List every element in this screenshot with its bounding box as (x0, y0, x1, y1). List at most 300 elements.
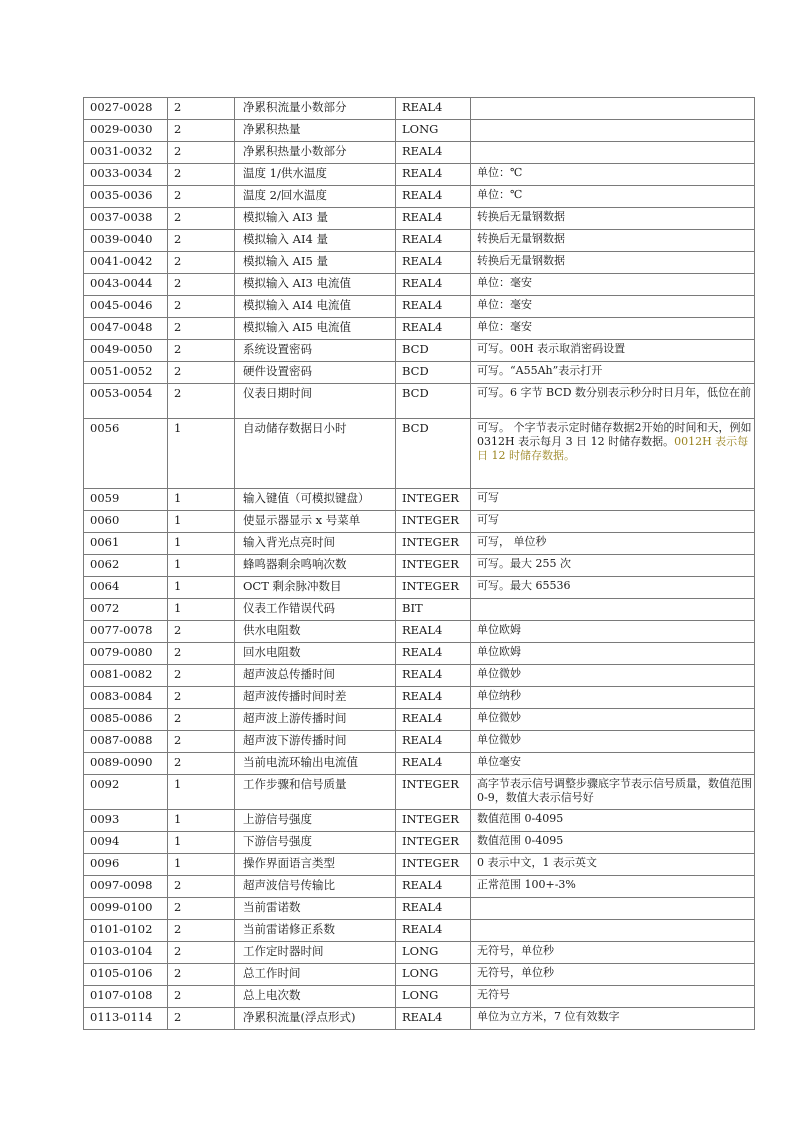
cell-data-type (396, 775, 471, 810)
cell-description (471, 577, 755, 599)
cell-description (471, 621, 755, 643)
table-row (84, 942, 755, 964)
cell-address-text: 0087-0088 (90, 733, 153, 747)
cell-register-count (168, 142, 235, 164)
cell-data-type (396, 362, 471, 384)
cell-address-text: 0047-0048 (90, 320, 153, 334)
cell-data-type (396, 942, 471, 964)
cell-address (84, 942, 168, 964)
cell-data-type (396, 832, 471, 854)
cell-address-text: 0059 (90, 491, 120, 505)
cell-variable-name (235, 577, 396, 599)
cell-variable-name (235, 274, 396, 296)
cell-register-count (168, 898, 235, 920)
cell-address-text: 0037-0038 (90, 210, 153, 224)
cell-register-count (168, 1008, 235, 1030)
table-row (84, 753, 755, 775)
cell-data-type-text: REAL4 (402, 623, 443, 637)
cell-register-count (168, 384, 235, 419)
cell-address-text: 0072 (90, 601, 120, 615)
cell-description-text: 无符号，单位秒 (477, 966, 554, 979)
table-row (84, 274, 755, 296)
cell-register-count-text: 2 (174, 144, 182, 158)
cell-address (84, 362, 168, 384)
cell-variable-name (235, 898, 396, 920)
cell-variable-name-text: 自动储存数据日小时 (243, 421, 347, 435)
cell-data-type-text: BIT (402, 601, 423, 615)
cell-address (84, 489, 168, 511)
cell-address-text: 0060 (90, 513, 120, 527)
cell-data-type (396, 753, 471, 775)
cell-data-type-text: REAL4 (402, 667, 443, 681)
cell-variable-name (235, 753, 396, 775)
cell-variable-name (235, 709, 396, 731)
table-row (84, 489, 755, 511)
cell-variable-name-text: 模拟输入 AI5 量 (243, 254, 328, 268)
table-row (84, 621, 755, 643)
cell-variable-name (235, 120, 396, 142)
cell-description-text: 无符号 (477, 988, 510, 1001)
table-row (84, 186, 755, 208)
cell-address-text: 0077-0078 (90, 623, 153, 637)
cell-register-count-text: 2 (174, 623, 182, 637)
cell-register-count-text: 2 (174, 689, 182, 703)
cell-description-text: 转换后无量钢数据 (477, 254, 565, 267)
cell-address (84, 555, 168, 577)
cell-variable-name-text: 上游信号强度 (243, 812, 312, 826)
cell-variable-name (235, 230, 396, 252)
cell-register-count-text: 2 (174, 364, 182, 378)
cell-data-type-text: REAL4 (402, 166, 443, 180)
cell-register-count (168, 810, 235, 832)
cell-data-type-text: BCD (402, 421, 429, 435)
cell-address-text: 0027-0028 (90, 100, 153, 114)
cell-register-count-text: 2 (174, 210, 182, 224)
cell-address-text: 0096 (90, 856, 120, 870)
cell-variable-name (235, 731, 396, 753)
cell-address (84, 419, 168, 489)
cell-register-count-text: 2 (174, 254, 182, 268)
cell-register-count-text: 1 (174, 856, 182, 870)
cell-register-count (168, 318, 235, 340)
cell-description (471, 599, 755, 621)
cell-address (84, 753, 168, 775)
cell-register-count (168, 775, 235, 810)
cell-address (84, 854, 168, 876)
table-row (84, 208, 755, 230)
cell-data-type (396, 577, 471, 599)
cell-address (84, 296, 168, 318)
cell-variable-name-text: 当前雷诺修正系数 (243, 922, 335, 936)
cell-description (471, 731, 755, 753)
table-row (84, 599, 755, 621)
cell-register-count (168, 230, 235, 252)
cell-data-type (396, 511, 471, 533)
cell-description-text: 可写， 单位秒 (477, 535, 547, 548)
cell-variable-name-text: 总上电次数 (243, 988, 301, 1002)
cell-variable-name-text: 使显示器显示 x 号菜单 (243, 513, 361, 527)
cell-variable-name (235, 986, 396, 1008)
cell-variable-name-text: 模拟输入 AI5 电流值 (243, 320, 351, 334)
cell-address-text: 0107-0108 (90, 988, 153, 1002)
cell-description (471, 384, 755, 419)
cell-description (471, 318, 755, 340)
cell-data-type-text: REAL4 (402, 689, 443, 703)
cell-address (84, 876, 168, 898)
cell-description (471, 274, 755, 296)
cell-register-count-text: 2 (174, 944, 182, 958)
cell-data-type (396, 964, 471, 986)
cell-address-text: 0049-0050 (90, 342, 153, 356)
cell-variable-name-text: 超声波上游传播时间 (243, 711, 347, 725)
table-row (84, 731, 755, 753)
table-row (84, 296, 755, 318)
cell-description-text: 单位微妙 (477, 711, 521, 724)
cell-data-type (396, 489, 471, 511)
cell-description-text: 可写。6 字节 BCD 数分别表示秒分时日月年，低位在前 (477, 386, 752, 399)
cell-description-text: 可写。“A55Ah”表示打开 (477, 364, 603, 377)
cell-variable-name-text: 仪表日期时间 (243, 386, 312, 400)
cell-data-type (396, 621, 471, 643)
cell-description-text: 单位微妙 (477, 733, 521, 746)
cell-register-count (168, 832, 235, 854)
cell-description (471, 340, 755, 362)
cell-description (471, 98, 755, 120)
cell-variable-name (235, 599, 396, 621)
cell-variable-name-text: 温度 2/回水温度 (243, 188, 327, 202)
cell-description-text: 单位：毫安 (477, 276, 532, 289)
cell-address (84, 665, 168, 687)
cell-data-type (396, 1008, 471, 1030)
register-table (83, 97, 755, 1030)
cell-address (84, 832, 168, 854)
cell-address (84, 230, 168, 252)
cell-address (84, 252, 168, 274)
cell-address-text: 0043-0044 (90, 276, 153, 290)
cell-data-type-text: INTEGER (402, 834, 459, 848)
cell-data-type-text: INTEGER (402, 856, 459, 870)
cell-variable-name (235, 489, 396, 511)
cell-description-text: 数值范围 0-4095 (477, 812, 564, 825)
cell-register-count (168, 964, 235, 986)
cell-data-type (396, 898, 471, 920)
cell-data-type-text: REAL4 (402, 100, 443, 114)
table-row (84, 419, 755, 489)
cell-data-type (396, 230, 471, 252)
cell-address-text: 0039-0040 (90, 232, 153, 246)
cell-register-count (168, 362, 235, 384)
cell-register-count (168, 709, 235, 731)
cell-variable-name-text: 超声波传播时间时差 (243, 689, 347, 703)
cell-address-text: 0092 (90, 777, 120, 791)
cell-address-text: 0093 (90, 812, 120, 826)
cell-register-count (168, 340, 235, 362)
cell-description-text: 数值范围 0-4095 (477, 834, 564, 847)
table-row (84, 362, 755, 384)
cell-variable-name-text: 总工作时间 (243, 966, 301, 980)
cell-variable-name-text: 超声波总传播时间 (243, 667, 335, 681)
cell-register-count-text: 1 (174, 812, 182, 826)
cell-variable-name (235, 419, 396, 489)
cell-variable-name-text: 蜂鸣器剩余鸣响次数 (243, 557, 347, 571)
table-row (84, 577, 755, 599)
cell-register-count-text: 2 (174, 1010, 182, 1024)
table-row (84, 964, 755, 986)
cell-variable-name-text: 净累积热量 (243, 122, 301, 136)
cell-register-count-text: 2 (174, 711, 182, 725)
cell-description-text: 单位纳秒 (477, 689, 521, 702)
cell-variable-name-text: 超声波下游传播时间 (243, 733, 347, 747)
cell-description (471, 854, 755, 876)
cell-address (84, 511, 168, 533)
cell-description (471, 753, 755, 775)
cell-data-type-text: REAL4 (402, 276, 443, 290)
cell-data-type-text: INTEGER (402, 535, 459, 549)
table-row (84, 687, 755, 709)
cell-description-text: 单位：毫安 (477, 320, 532, 333)
cell-data-type-text: INTEGER (402, 777, 459, 791)
cell-register-count-text: 1 (174, 579, 182, 593)
cell-variable-name-text: 温度 1/供水温度 (243, 166, 327, 180)
cell-register-count-text: 2 (174, 342, 182, 356)
cell-address (84, 986, 168, 1008)
cell-address-text: 0081-0082 (90, 667, 153, 681)
cell-variable-name (235, 533, 396, 555)
table-row (84, 775, 755, 810)
cell-address (84, 731, 168, 753)
cell-data-type-text: REAL4 (402, 878, 443, 892)
cell-address (84, 318, 168, 340)
cell-address (84, 384, 168, 419)
cell-variable-name (235, 555, 396, 577)
cell-address-text: 0033-0034 (90, 166, 153, 180)
cell-description (471, 296, 755, 318)
cell-register-count (168, 665, 235, 687)
cell-description (471, 186, 755, 208)
cell-data-type-text: REAL4 (402, 900, 443, 914)
cell-data-type-text: INTEGER (402, 513, 459, 527)
cell-register-count-text: 2 (174, 320, 182, 334)
cell-variable-name-text: 硬件设置密码 (243, 364, 312, 378)
cell-address-text: 0094 (90, 834, 120, 848)
cell-data-type (396, 599, 471, 621)
cell-variable-name-text: 供水电阻数 (243, 623, 301, 637)
cell-address-text: 0053-0054 (90, 386, 153, 400)
cell-data-type (396, 920, 471, 942)
cell-variable-name-text: 模拟输入 AI4 电流值 (243, 298, 351, 312)
cell-data-type-text: REAL4 (402, 733, 443, 747)
cell-address (84, 274, 168, 296)
cell-address (84, 120, 168, 142)
cell-description (471, 942, 755, 964)
cell-data-type (396, 709, 471, 731)
cell-variable-name-text: 下游信号强度 (243, 834, 312, 848)
cell-variable-name-text: 净累积流量小数部分 (243, 100, 347, 114)
cell-register-count-text: 1 (174, 557, 182, 571)
cell-data-type (396, 687, 471, 709)
cell-variable-name (235, 208, 396, 230)
cell-register-count-text: 2 (174, 276, 182, 290)
cell-register-count (168, 511, 235, 533)
cell-data-type-text: REAL4 (402, 1010, 443, 1024)
cell-address-text: 0097-0098 (90, 878, 153, 892)
cell-data-type-text: INTEGER (402, 557, 459, 571)
cell-address (84, 643, 168, 665)
cell-data-type (396, 274, 471, 296)
cell-register-count (168, 419, 235, 489)
table-row (84, 120, 755, 142)
cell-register-count-text: 1 (174, 535, 182, 549)
cell-address-text: 0103-0104 (90, 944, 153, 958)
cell-data-type-text: REAL4 (402, 922, 443, 936)
cell-variable-name-text: 模拟输入 AI3 电流值 (243, 276, 351, 290)
cell-data-type (396, 296, 471, 318)
cell-address (84, 599, 168, 621)
cell-description-text: 转换后无量钢数据 (477, 210, 565, 223)
cell-variable-name (235, 621, 396, 643)
cell-data-type-text: INTEGER (402, 491, 459, 505)
cell-register-count (168, 621, 235, 643)
cell-variable-name-text: 净累积热量小数部分 (243, 144, 347, 158)
table-row (84, 318, 755, 340)
cell-data-type (396, 120, 471, 142)
cell-description-text: 单位微妙 (477, 667, 521, 680)
table-row (84, 340, 755, 362)
cell-register-count (168, 942, 235, 964)
cell-data-type (396, 810, 471, 832)
cell-variable-name (235, 384, 396, 419)
cell-variable-name (235, 876, 396, 898)
cell-variable-name (235, 964, 396, 986)
table-row (84, 533, 755, 555)
cell-variable-name-text: 工作步骤和信号质量 (243, 777, 347, 791)
cell-address (84, 775, 168, 810)
table-row (84, 230, 755, 252)
cell-description-text: 正常范围 100+-3% (477, 878, 576, 891)
cell-register-count-text: 2 (174, 645, 182, 659)
cell-register-count (168, 986, 235, 1008)
cell-description (471, 920, 755, 942)
cell-variable-name (235, 340, 396, 362)
cell-variable-name (235, 142, 396, 164)
table-row (84, 832, 755, 854)
cell-variable-name (235, 252, 396, 274)
cell-description-text: 可写。 个字节表示定时储存数据2开始的时间和天，例如 0312H 表示每月 3 日 12 时储存数据。 (477, 421, 752, 448)
cell-variable-name (235, 643, 396, 665)
cell-data-type-text: REAL4 (402, 755, 443, 769)
cell-register-count (168, 186, 235, 208)
cell-data-type-text: BCD (402, 386, 429, 400)
cell-register-count-text: 1 (174, 421, 182, 435)
cell-register-count-text: 1 (174, 601, 182, 615)
cell-register-count (168, 120, 235, 142)
cell-description (471, 775, 755, 810)
cell-register-count (168, 555, 235, 577)
cell-description-text: 可写。最大 255 次 (477, 557, 571, 570)
table-row (84, 709, 755, 731)
cell-data-type (396, 419, 471, 489)
cell-data-type (396, 252, 471, 274)
cell-variable-name-text: 工作定时器时间 (243, 944, 324, 958)
cell-data-type-text: REAL4 (402, 188, 443, 202)
cell-data-type-text: REAL4 (402, 254, 443, 268)
cell-description (471, 1008, 755, 1030)
cell-register-count (168, 296, 235, 318)
table-row (84, 986, 755, 1008)
cell-description (471, 555, 755, 577)
table-row (84, 142, 755, 164)
cell-description (471, 898, 755, 920)
cell-data-type (396, 384, 471, 419)
table-row (84, 854, 755, 876)
cell-register-count (168, 643, 235, 665)
cell-register-count-text: 1 (174, 834, 182, 848)
cell-variable-name-text: 当前电流环输出电流值 (243, 755, 358, 769)
cell-register-count-text: 2 (174, 232, 182, 246)
cell-address (84, 164, 168, 186)
cell-variable-name-text: 超声波信号传输比 (243, 878, 335, 892)
cell-data-type-text: BCD (402, 342, 429, 356)
cell-register-count-text: 1 (174, 513, 182, 527)
cell-data-type-text: LONG (402, 122, 439, 136)
cell-register-count (168, 876, 235, 898)
cell-address (84, 208, 168, 230)
cell-register-count-text: 2 (174, 966, 182, 980)
cell-description (471, 252, 755, 274)
cell-register-count-text: 2 (174, 733, 182, 747)
cell-data-type (396, 643, 471, 665)
table-row (84, 810, 755, 832)
cell-variable-name-text: OCT 剩余脉冲数目 (243, 579, 342, 593)
cell-address-text: 0031-0032 (90, 144, 153, 158)
table-row (84, 511, 755, 533)
cell-variable-name (235, 98, 396, 120)
cell-description (471, 419, 755, 489)
cell-variable-name (235, 296, 396, 318)
cell-register-count (168, 274, 235, 296)
cell-data-type (396, 142, 471, 164)
cell-register-count-text: 2 (174, 922, 182, 936)
cell-register-count (168, 687, 235, 709)
cell-description-text: 可写。00H 表示取消密码设置 (477, 342, 626, 355)
cell-address (84, 709, 168, 731)
cell-data-type (396, 186, 471, 208)
cell-data-type (396, 164, 471, 186)
cell-description (471, 120, 755, 142)
cell-address-text: 0056 (90, 421, 120, 435)
cell-description (471, 511, 755, 533)
cell-variable-name-text: 净累积流量(浮点形式) (243, 1010, 356, 1024)
cell-variable-name (235, 186, 396, 208)
cell-description-text: 单位：毫安 (477, 298, 532, 311)
cell-variable-name-text: 输入键值（可模拟键盘） (243, 491, 370, 505)
cell-data-type (396, 854, 471, 876)
cell-address-text: 0045-0046 (90, 298, 153, 312)
cell-register-count-text: 2 (174, 298, 182, 312)
cell-description-text: 可写 (477, 513, 499, 526)
cell-variable-name (235, 665, 396, 687)
cell-description-text: 单位：℃ (477, 188, 523, 201)
cell-description (471, 164, 755, 186)
cell-address-text: 0029-0030 (90, 122, 153, 136)
cell-data-type (396, 665, 471, 687)
cell-address-text: 0083-0084 (90, 689, 153, 703)
cell-variable-name-text: 回水电阻数 (243, 645, 301, 659)
cell-address-text: 0099-0100 (90, 900, 153, 914)
table-row (84, 384, 755, 419)
cell-variable-name (235, 775, 396, 810)
cell-data-type-text: BCD (402, 364, 429, 378)
